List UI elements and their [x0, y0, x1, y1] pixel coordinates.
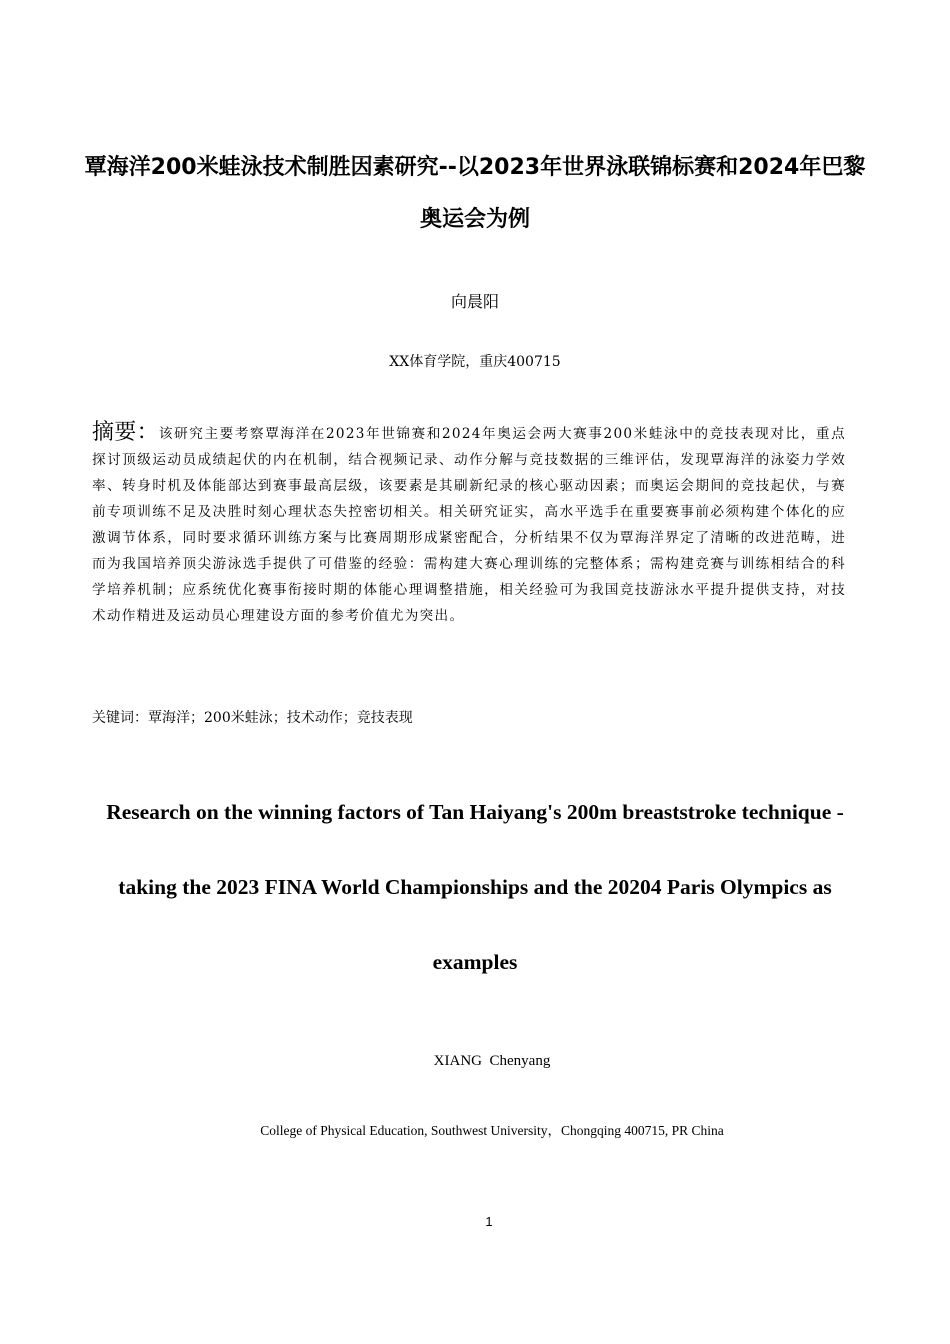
- keywords-line: 关键词：覃海洋；200米蛙泳；技术动作；竞技表现: [92, 710, 413, 726]
- abstract-paragraph: [92, 420, 846, 629]
- chinese-title: 覃海洋200米蛙泳技术制胜因素研究--以2023年世界泳联锦标赛和2024年巴黎奥运会为例: [84, 155, 866, 232]
- chinese-affiliation: XX体育学院，重庆400715: [389, 354, 561, 370]
- english-title: Research on the winning factors of Tan Haiyang's 200m breaststroke technique - taking the 2023 FINA World Championships and the 20204 Paris Olympics as examples: [106, 800, 844, 974]
- chinese-author: 向晨阳: [450, 292, 499, 311]
- abstract-text: 该研究主要考察覃海洋在2023年世锦赛和2024年奥运会两大赛事200米蛙泳中的竞技表现对比，重点探讨顶级运动员成绩起伏的内在机制，结合视频记录、动作分解与竞技数据的三维评估，发现覃海洋的泳姿力学效率、转身时机及体能部达到赛事最高层级，该要素是其刷新纪录的核心驱动因素；而奥运会期间的竞技起伏，与赛前专项训练不足及决胜时刻心理状态失控密切相关。相关研究证实，高水平选手在重要赛事前必须构建个体化的应激调节体系，同时要求循环训练方案与比赛周期形成紧密配合，分析结果不仅为覃海洋界定了清晰的改进范畴，进而为我国培养顶尖游泳选手提供了可借鉴的经验：需构建大赛心理训练的完整体系；需构建竞赛与训练相结合的科学培养机制；应系统优化赛事衔接时期的体能心理调整措施，相关经验可为我国竞技游泳水平提升提供支持，对技术动作精进及运动员心理建设方面的参考价值尤为突出。: [92, 426, 846, 624]
- abstract-label: 摘要：: [92, 420, 159, 445]
- english-author: XIANG Chenyang: [433, 1053, 551, 1069]
- page-number: 1: [485, 1214, 493, 1229]
- english-affiliation: College of Physical Education, Southwest University，Chongqing 400715, PR China: [260, 1123, 724, 1138]
